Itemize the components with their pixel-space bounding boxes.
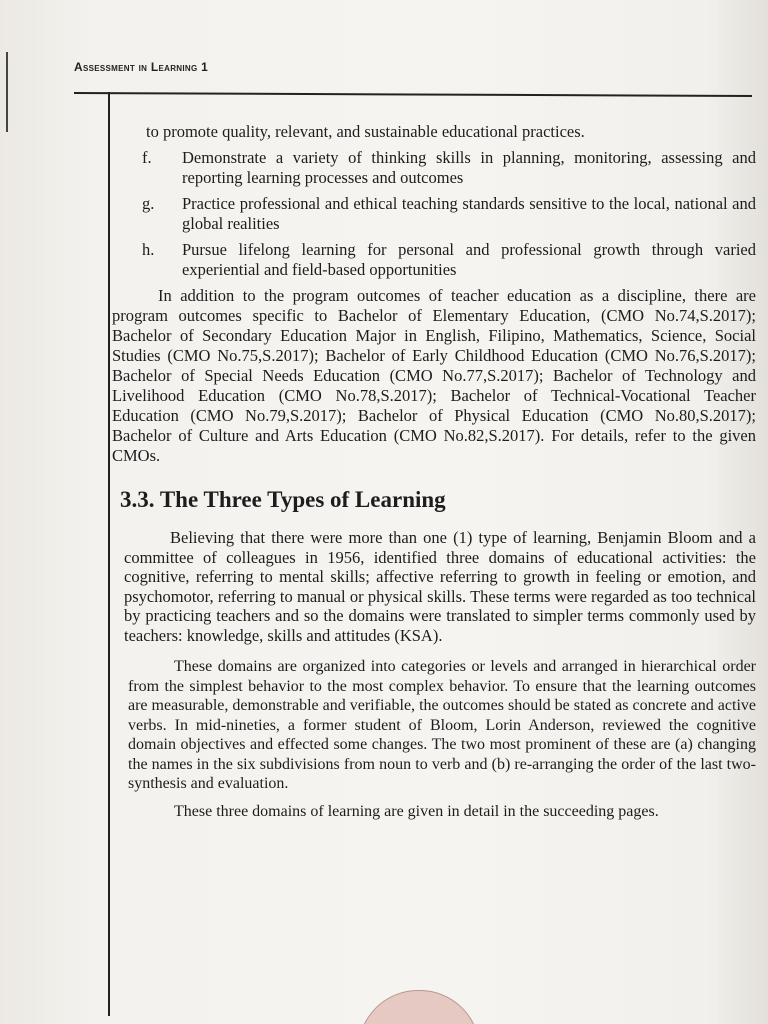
frame-top-border — [74, 92, 752, 97]
frame-left-border — [108, 92, 110, 1016]
binding-mark — [6, 52, 8, 132]
list-item-text: Pursue lifelong learning for personal and professional growth through varied experiential and field-based opportunities — [182, 240, 756, 279]
list-item — [112, 148, 756, 188]
list-item-letter: f. — [142, 148, 152, 167]
page-content — [112, 122, 756, 821]
list-item-text: Practice professional and ethical teaching standards sensitive to the local, national and global realities — [182, 194, 756, 233]
cmo-paragraph: In addition to the program outcomes of teacher education as a discipline, there are program outcomes specific to Bachelor of Elementary Education, (CMO No.74,S.2017); Bachelor of Secondary Education Major in English, Filipino, Mathematics, Science, Social Studies (CMO No.75,S.2017); Bachelor of Early Childhood Education (CMO No.76,S.2017); Bachelor of Special Needs Education (CMO No.77,S.2017); Bachelor of Technology and Livelihood Education (CMO No.78,S.2017); Bachelor of Technical-Vocational Teacher Education (CMO No.79,S.2017); Bachelor of Physical Education (CMO No.80,S.2017); Bachelor of Culture and Arts Education (CMO No.82,S.2017). For details, refer to the given CMOs. — [112, 286, 756, 465]
section-heading: 3.3. The Three Types of Learning — [120, 487, 446, 512]
body-paragraph: These three domains of learning are given in detail in the succeeding pages. — [174, 802, 659, 820]
list-item-letter: h. — [142, 240, 155, 259]
outcome-list — [112, 148, 756, 280]
list-item — [112, 194, 756, 234]
thumb-shadow — [358, 990, 480, 1024]
list-item — [112, 240, 756, 280]
body-paragraph: These domains are organized into categories or levels and arranged in hierarchical order from the simplest behavior to the most complex behavior. To ensure that the learning outcomes are measurable, demonstrable and verifiable, the outcomes should be stated as concrete and active verbs. In mid-nineties, a former student of Bloom, Lorin Anderson, reviewed the cognitive domain objectives and effected some changes. The two most prominent of these are (a) changing the names in the six subdivisions from noun to verb and (b) re-arranging the order of the last two-synthesis and evaluation. — [128, 658, 756, 792]
body-paragraph: Believing that there were more than one (1) type of learning, Benjamin Bloom and a committee of colleagues in 1956, identified three domains of educational activities: the cognitive, referring to mental skills; affective referring to growth in feeling or emotion, and psychomotor, referring to manual or physical skills. These terms were regarded as too technical by practicing teachers and so the domains were translated to simpler terms commonly used by teachers: knowledge, skills and attitudes (KSA). — [124, 528, 756, 645]
list-item-text: Demonstrate a variety of thinking skills in planning, monitoring, assessing and reporting learning processes and outcomes — [182, 148, 756, 187]
continued-text: to promote quality, relevant, and sustainable educational practices. — [146, 122, 585, 141]
running-header: Assessment in Learning 1 — [74, 60, 209, 74]
list-item-letter: g. — [142, 194, 155, 213]
